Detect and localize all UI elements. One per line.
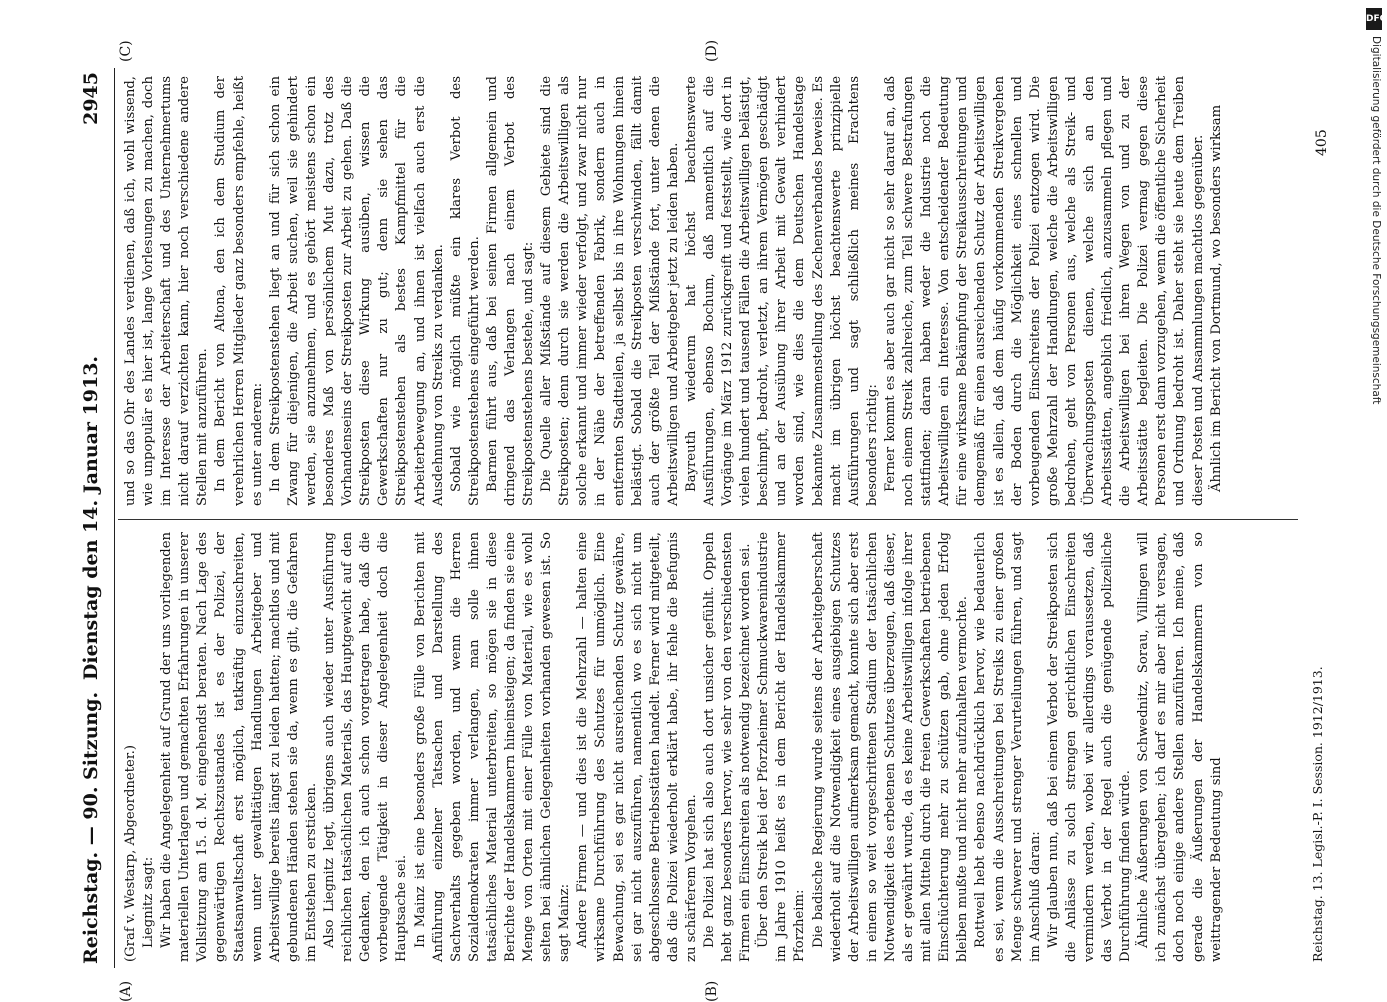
paragraph: Andere Firmen — und dies ist die Mehrzahl — halten eine wirksame Durchführung des Schutzes für unmöglich. Eine Bewachung, sei es gar nicht ausreichenden Schutz gewähre, sei gar nicht auszuführen, namentlich wo es sich nicht um abgeschlossene Betriebsstätten handelt. Ferner wird mitgeteilt, daß die Polizei wiederholt erklärt habe, ihr fehle die Befugnis zu schärferem Vorgehen.: [575, 532, 699, 962]
paragraph: und so das Ohr des Landes verdienen, daß ich, wohl wissend, wie unpopulär es hier ist, lange Vorlesungen zu machen, doch im Interesse der Arbeiterschaft und des Unternehmertums nicht darauf verzichten kann, hier noch verschiedene andere Stellen mit anzuführen.: [123, 76, 211, 506]
column-separator: [118, 519, 1298, 520]
header-page-number: 2945: [80, 72, 102, 125]
paragraph: Bayreuth wiederum hat höchst beachtenswerte Ausführungen, ebenso Bochum, daß namentlich auf die Vorgänge im März 1912 zurückgreift und feststellt, wie dort in vielen hundert und tausend Fällen die Arbeitswilligen belästigt, beschimpft, bedroht, verletzt, an ihrem Vermögen geschädigt und an der Ausübung ihrer Arbeit mit Gewalt verhindert worden sind, wie dies die dem Deutschen Handelstage bekannte Zusammenstellung des Zechenverbandes beweise. Es macht im übrigen höchst beachtenswerte prinzipielle Ausführungen und sagt schließlich meines Erachtens besonders richtig:: [683, 76, 880, 506]
paragraph: Sobald wie möglich müßte ein klares Verbot des Streikpostenstehens eingeführt werden.: [448, 76, 482, 506]
paragraph: Also Liegnitz legt, übrigens auch wieder unter Ausführung reichlichen tatsächlichen Materials, das Hauptgewicht auf den Gedanken, den ich auch schon vorgetragen habe, daß die vorbeugende Tätigkeit in dieser Angelegenheit doch die Hauptsache sei.: [322, 532, 410, 962]
header-session: Reichstag. — 90. Sitzung.: [80, 691, 102, 964]
footer-sheet-number: 405: [1314, 129, 1330, 156]
paragraph: Ferner kommt es aber auch gar nicht so sehr darauf an, daß noch einem Streik zahlreiche, zum Teil schwere Bestrafungen stattfinden; daran haben weder die Industrie noch die Arbeitswilligen ein Interesse. Von entscheidender Bedeutung für eine wirksame Bekämpfung der Streikausschreitungen und demgemäß für einen ausreichenden Schutz der Arbeitswilligen ist es allein, daß dem häufig vorkommenden Streikvergehen der Boden durch die Möglichkeit eines schnellen und vorbeugenden Einschreitens der Polizei entzogen wird. Die große Mehrzahl der Handlungen, welche die Arbeitswilligen bedrohen, geht von Personen aus, welche als Streik- und Überwachungsposten dienen, welche sich an den Arbeitsstätten, angeblich friedlich, anzusammeln pflegen und die Arbeitswilligen bei ihren Wegen von und zu der Arbeitsstätte begleiten. Die Polizei vermag gegen diese Personen erst dann vorzugehen, wenn die öffentliche Sicherheit und Ordnung bedroht ist. Daher steht sie heute dem Treiben dieser Posten und Ansammlungen machtlos gegenüber.: [882, 76, 1206, 506]
footer-legislature: Reichstag. 13. Legisl.-P. I. Session. 1912/1913.: [1310, 666, 1325, 962]
margin-letter-c: (C): [118, 40, 134, 62]
paragraph: Barmen führt aus, daß bei seinen Firmen allgemein und dringend das Verlangen nach einem Verbot des Streikpostenstehens bestehe, und sagt:: [484, 76, 537, 506]
digitization-credit: Digitalisierung gefördert durch die Deutsche Forschungsgemeinschaft: [1370, 36, 1382, 405]
paragraph: Ähnlich im Bericht von Dortmund, wo besonders wirksam: [1208, 104, 1224, 492]
dfg-logo: DFG: [1366, 8, 1382, 30]
paragraph: Die Polizei hat sich also auch dort unsicher gefühlt. Oppeln hebt ganz besonders hervor, wie sehr von den verschiedensten Firmen ein Einschreiten als notwendig bezeichnet worden sei.: [702, 532, 754, 962]
margin-letter-b: (B): [704, 980, 720, 1002]
paragraph: Wir glauben nun, daß bei einem Verbot der Streikposten sich die Anlässe zu solch strengen gerichtlichen Einschreiten vermindern werden, wobei wir allerdings voraussetzen, daß das Verbot in der Regel auch die genügende polizeiliche Durchführung finden würde.: [1045, 532, 1134, 962]
paragraph: Die Quelle aller Mißstände auf diesem Gebiete sind die Streikposten; denn durch sie werden die Arbeitswilligen als solche erkannt und immer wieder verfolgt, und zwar nicht nur in der Nähe der betreffenden Fabrik, sondern auch in entfernten Stadtteilen, ja selbst bis in ihre Wohnungen hinein belästigt. Sobald die Streikposten verschwinden, fällt damit auch der größte Teil der Mißstände fort, unter denen die Arbeitswilligen und Arbeitgeber jetzt zu leiden haben.: [539, 76, 681, 506]
margin-letter-a: (A): [118, 980, 134, 1002]
paragraph: In dem Streikpostenstehen liegt an und für sich schon ein Zwang für diejenigen, die Arbeit suchen, weil sie gehindert werden, sie anzunehmen, und es gehört meistens schon ein besonderes Maß von persönlichem Mut dazu, trotz des Vorhandenseins der Streikposten zur Arbeit zu gehen. Daß die Streikposten diese Wirkung ausüben, wissen die Gewerkschaften nur zu gut; denn sie sehen das Streikpostenstehen als bestes Kampfmittel für die Arbeiterbewegung an, und ihnen ist vielfach auch erst die Ausdehnung von Streiks zu verdanken.: [267, 76, 446, 506]
header-rule: [114, 68, 115, 968]
paragraph: Über den Streik bei der Pforzheimer Schmuckwarenindustrie im Jahre 1910 heißt es in dem Bericht der Handelskammer Pforzheim:: [756, 532, 808, 962]
paragraph: Liegnitz sagt:: [141, 856, 157, 948]
left-column: [122, 532, 1226, 962]
speaker-note: (Graf v. Westarp, Abgeordneter.): [123, 744, 138, 962]
paragraph: Ähnliche Äußerungen von Schwednitz, Sorau, Villingen will ich zunächst übergehen; ich darf es mir aber nicht versagen, doch noch einige andere Stellen anzuführen. Ich meine, daß gerade die Äußerungen der Handelskammern von so weittragender Bedeutung sind: [1136, 532, 1224, 962]
page-header: [78, 68, 112, 968]
rotated-page-content: [78, 39, 1358, 1002]
paragraph: Wir haben die Angelegenheit auf Grund der uns vorliegenden materiellen Unterlagen und gemachten Erfahrungen in unserer Vollsitzung am 15. d. M. eingehendst beraten. Nach Lage des gegenwärtigen Rechtszustandes ist es der Polizei, der Staatsanwaltschaft erst möglich, tatkräftig einzuschreiten, wenn unter gewalttätigen Handlungen Arbeitgeber und Arbeitswillige bereits längst zu leiden hatten; machtlos und mit gebundenen Händen stehen sie da, wenn es gilt, die Gefahren im Entstehen zu ersticken.: [159, 532, 319, 962]
header-date: Dienstag den 14. Januar 1913.: [80, 355, 102, 681]
paragraph: Rottweil hebt ebenso nachdrücklich hervor, wie bedauerlich es sei, wenn die Ausschreitungen bei Streiks zu einer großen Menge schwerer und strenger Verurteilungen führen, und sagt im Anschluß daran:: [973, 532, 1043, 962]
right-column: [122, 76, 1226, 506]
paragraph: Die badische Regierung wurde seitens der Arbeitgeberschaft wiederholt auf die Notwendigkeit eines ausgiebigen Schutzes der Arbeitswilligen aufmerksam gemacht, konnte sich aber erst in einem so weit vorgeschrittenen Stadium der tatsächlichen Notwendigkeit des erbetenen Schutzes überzeugen, daß dieser, als er gewährt wurde, da es keine Arbeitswilligen infolge ihrer mit allen Mitteln durch die freien Gewerkschaften betriebenen Einschüchterung mehr zu schützen gab, ohne jeden Erfolg bleiben mußte und nicht mehr aufzuhalten vermochte.: [810, 532, 971, 962]
paragraph: In dem Bericht von Altona, den ich dem Studium der verehrlichen Herren Mitglieder ganz besonders empfehle, heißt es unter anderem:: [213, 76, 265, 506]
margin-letter-d: (D): [704, 39, 720, 62]
paragraph: In Mainz ist eine besonders große Fülle von Berichten mit Anführung einzelner Tatsachen und Darstellung des Sachverhalts gegeben worden, und wenn die Herren Sozialdemokraten immer verlangen, man solle ihnen tatsächliches Material unterbreiten, so mögen sie in diese Berichte der Handelskammern hineinsteigen; da finden sie eine Menge von Orten mit einer Fülle von Material, wie es wohl selten bei ähnlichen Gelegenheiten vorhanden gewesen ist. So sagt Mainz:: [412, 532, 573, 962]
